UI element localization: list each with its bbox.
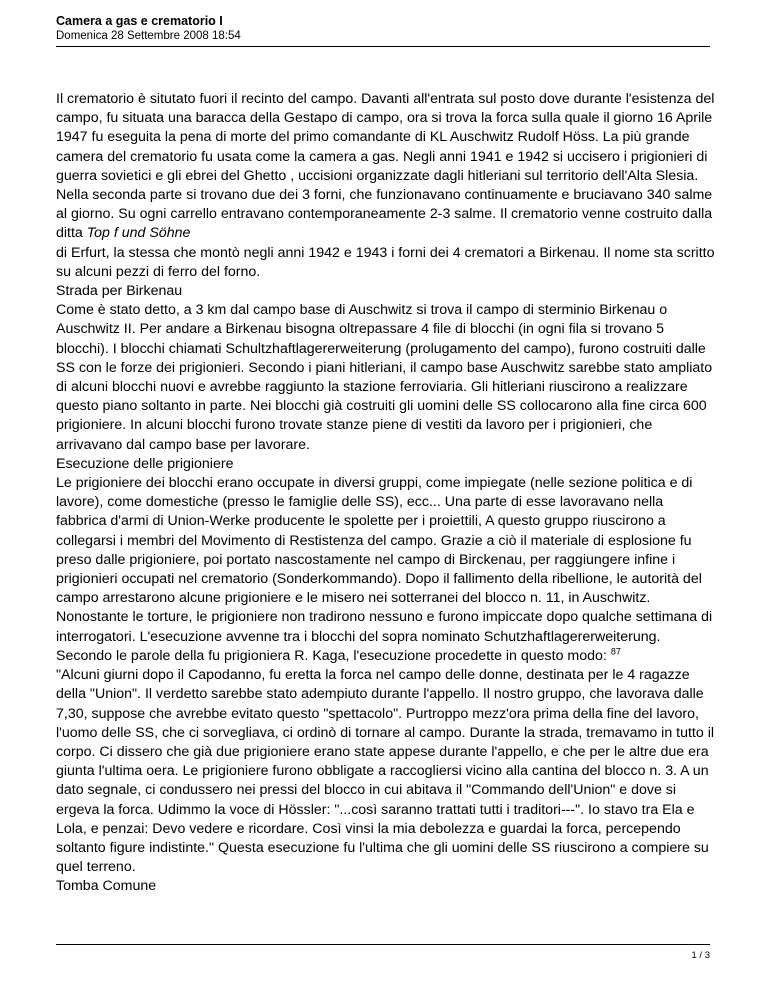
paragraph-prisoners (56, 474, 716, 666)
page-number: 1 / 3 (691, 950, 710, 961)
document-date: Domenica 28 Settembre 2008 18:54 (56, 30, 241, 42)
paragraph-testimony: "Alcuni giurni dopo il Capodanno, fu eretta la forca nel campo delle donne, destinata per le 4 ragazze della "Union". Il verdetto sarebbe stato adempiuto durante l'appello. Il nostro gruppo, che lavorava dalle 7,30, suppose che avrebbe evitato questo "spettacolo". Purtroppo mezz'ora prima della fine del lavoro, l'uomo delle SS, che ci sorvegliava, ci ordinò di tornare al campo. Durante la strada, tremavamo in tutto il corpo. Ci dissero che già due prigioniere erano state appese durante l'appello, e che per le altre due era giunta l'ultima oera. Le prigioniere furono obbligate a raccogliersi vicino alla cantina del blocco n. 3. A un dato segnale, ci condussero nei pressi del blocco in cui abitava il "Commando dell'Union" e dove si ergeva la forca. Udimmo la voce di Hössler: "...così saranno trattati tutti i traditori---". Io stavo tra Ela e Lola, e penzai: Devo vedere e ricordare. Così vinsi la mia debolezza e guardai la forca, percependo soltanto figure indistinte." Questa esecuzione fu l'ultima che gli uomini delle SS riuscirono a compiere su quel terreno. (56, 667, 715, 876)
paragraph-erfurt: di Erfurt, la stessa che montò negli anni 1942 e 1943 i forni dei 4 crematori a Birkenau. Il nome sta scritto su alcuni pezzi di ferro del forno. (56, 244, 715, 280)
page-header (56, 14, 710, 47)
page-footer (56, 944, 710, 965)
document-title: Camera a gas e crematorio I (56, 14, 223, 28)
section-heading-grave: Tomba Comune (56, 878, 157, 895)
paragraph-birkenau: Come è stato detto, a 3 km dal campo base di Auschwitz si trova il campo di sterminio Birkenau o Auschwitz II. Per andare a Birkenau bisogna oltrepassare 4 file di blocchi (in ogni fila si trovano 5 blocchi). I blocchi chiamati Schultzhaftlagererweiterung (prolugamento del campo), furono costruiti dalle SS con le forze dei prigionieri. Secondo i piani hitleriani, il campo base Auschwitz sarebbe stato ampliato di alcuni blocchi nuovi e avrebbe raggiunto la stazione ferroviaria. Gli hitleriani riuscirono a realizzare questo piano soltanto in parte. Nei blocchi già costruiti gli uomini delle SS collocarono alla fine circa 600 prigioniere. In alcuni blocchi furono trovate stanze piene di vestiti da lavoro per i prigionieri, che arrivavano dal campo base per lavorare. (56, 302, 713, 453)
footnote-reference: 87 (610, 646, 621, 657)
section-heading-road: Strada per Birkenau (56, 283, 183, 300)
section-heading-execution: Esecuzione delle prigioniere (56, 455, 234, 472)
paragraph-crematorium (56, 90, 716, 244)
article-body (56, 90, 716, 897)
paragraph-crematorium-text: Il crematorio è situtato fuori il recinto del campo. Davanti all'entrata sul posto dove durante l'esistenza del campo, fu situata una baracca della Gestapo di campo, ora si trova la forca sulla quale il giorno 16 Aprile 1947 fu eseguita la pena di morte del primo comandante di KL Auschwitz Rudolf Höss. La più grande camera del crematorio fu usata come la camera a gas. Negli anni 1941 e 1942 si uccisero i prigionieri di guerra sovietici e gli ebrei del Ghetto , uccisioni organizzate dagli hitleriani sul territorio dell'Alta Slesia. Nella seconda parte si trovano due dei 3 forni, che funzionavano continuamente e bruciavano 340 salme al giorno. Su ogni carrello entravano contemporaneamente 2-3 salme. Il crematorio venne costruito dalla ditta (56, 91, 715, 242)
paragraph-prisoners-text: Le prigioniere dei blocchi erano occupate in diversi gruppi, come impiegate (nelle sezione politica e di lavore), come domestiche (presso le famiglie delle SS), ecc... Una parte di esse lavoravano nella fabbrica d'armi di Union-Werke producente le spolette per i proiettili, A questo gruppo riuscirono a collegarsi i membri del Movimento di Restistenza del campo. Grazie a ciò il materiale di esplosione fu preso dalle prigioniere, poi portato nascostamente nel campo di Birckenau, per raggiungere infine i prigionieri occupati nel crematorio (Sonderkommando). Dopo il fallimento della ribellione, le autorità del campo arrestarono alcune prigioniere e le misero nei sotterranei del blocco n. 11, in Auschwitz. Nonostante le torture, le prigioniere non tradirono nessuno e furono impiccate dopo qualche settimana di interrogatori. L'esecuzione avvenne tra i blocchi del sopra nominato Schutzhaftlagererweiterung. Secondo le parole della fu prigioniera R. Kaga, l'esecuzione procedette in questo modo: (56, 475, 713, 664)
company-name: Top f und Söhne (86, 225, 191, 242)
